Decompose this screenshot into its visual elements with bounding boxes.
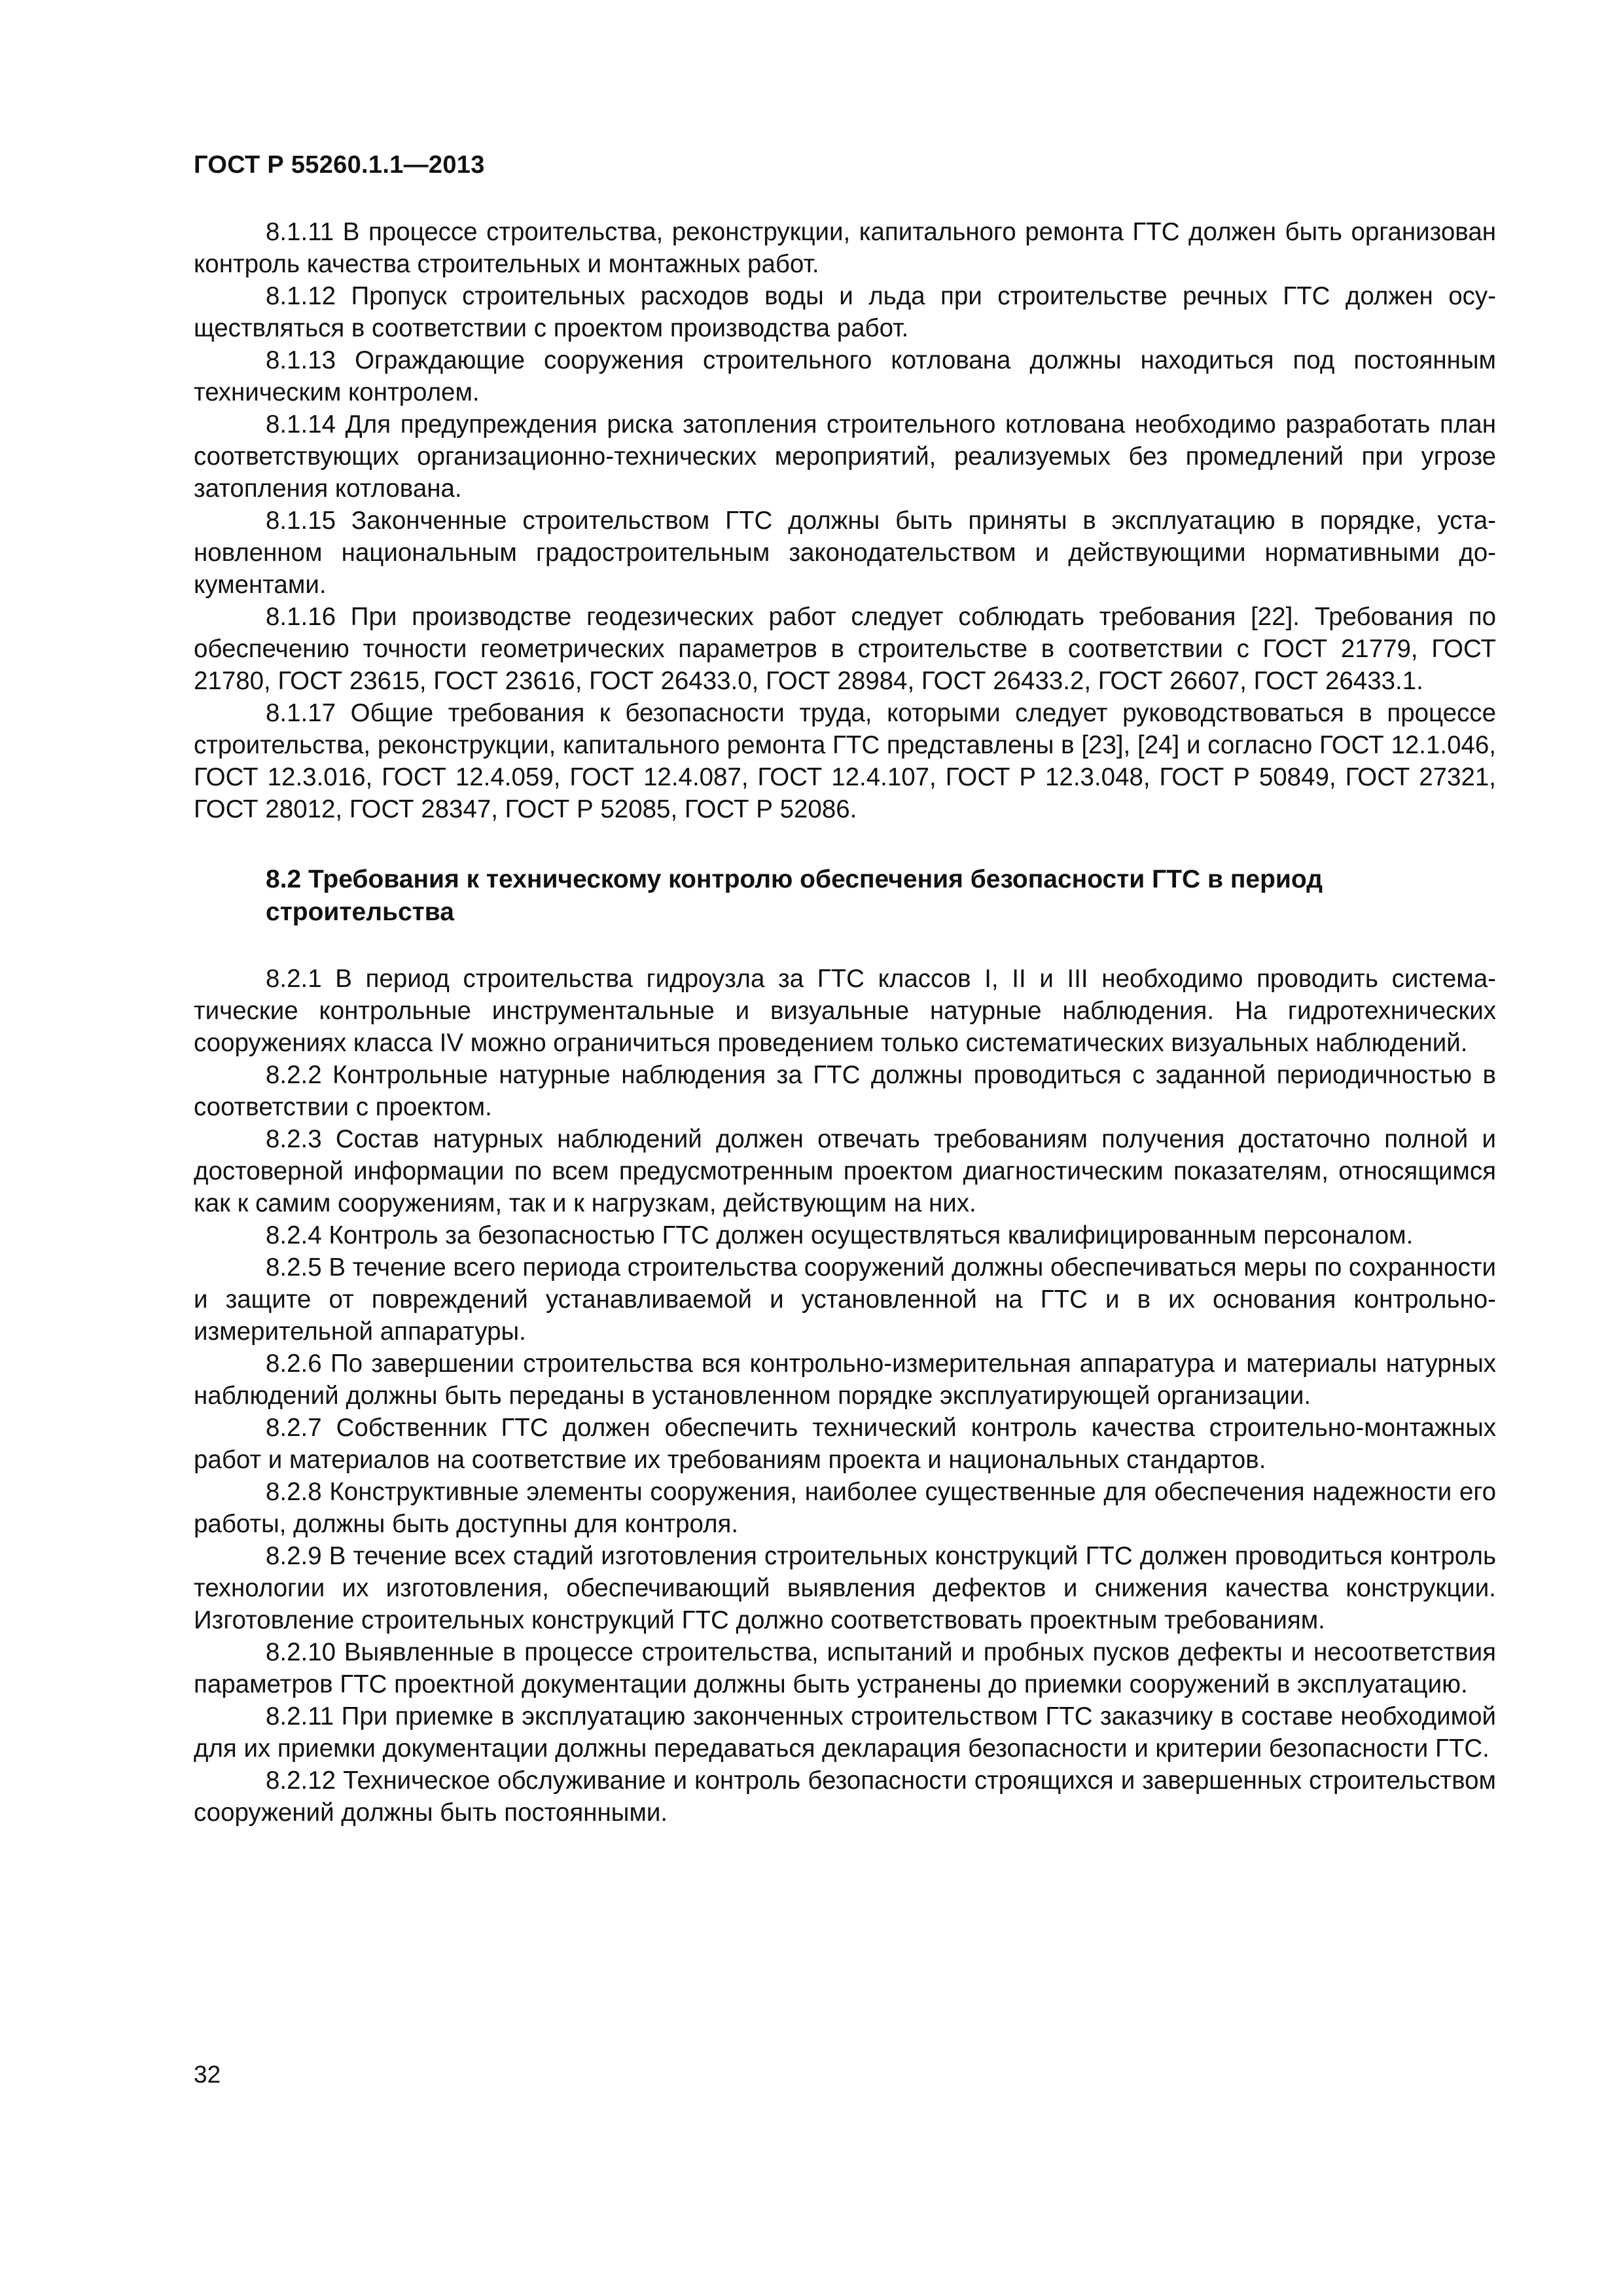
paragraph-8-2-5: 8.2.5 В течение всего периода строительства сооружений должны обеспечиваться меры по сохранности и защите от повреждений устанавливаемой и установленной на ГТС и в их основания контрольно-измерительной аппаратуры. [194, 1253, 1496, 1346]
paragraph-8-1-16: 8.1.16 При производстве геодезических работ следует соблюдать требования [22]. Требования по обеспечению точности геометрических параметров в строительстве в соответствии с ГОСТ 21779, ГОСТ 21780, ГОСТ 23615, ГОСТ 23616, ГОСТ 26433.0, ГОСТ 28984, ГОСТ 26433.2, ГОСТ 26607, ГОСТ 26433.1. [194, 603, 1496, 695]
paragraph-8-1-17: 8.1.17 Общие требования к безопасности труда, которыми следует руководствоваться в процессе строительства, реконструкции, капитального ремонта ГТС представлены в [23], [24] и согласно ГОСТ 12.1.046, ГОСТ 12.3.016, ГОСТ 12.4.059, ГОСТ 12.4.087, ГОСТ 12.4.107, ГОСТ Р 12.3.048, ГОСТ Р 50849, ГОСТ 27321, ГОСТ 28012, ГОСТ 28347, ГОСТ Р 52085, ГОСТ Р 52086. [194, 699, 1496, 823]
paragraph-8-2-11: 8.2.11 При приемке в эксплуатацию законченных строительством ГТС заказчику в составе необходимой для их приемки документации должны передаваться декларация безопасности и критерии безопасности ГТС. [194, 1702, 1496, 1763]
paragraph-8-1-15: 8.1.15 Законченные строительством ГТС должны быть приняты в эксплуатацию в порядке, установленном национальным градостроительным законодательством и действующими нормативными документами. [194, 507, 1496, 599]
paragraph-8-2-7: 8.2.7 Собственник ГТС должен обеспечить технический контроль качества строительно-монтажных работ и материалов на соответствие их требованиям проекта и национальных стандартов. [194, 1414, 1496, 1474]
paragraph-8-1-13: 8.1.13 Ограждающие сооружения строительного котлована должны находиться под постоянным техническим контролем. [194, 346, 1496, 406]
section-8-1 [194, 216, 1496, 825]
paragraph-8-2-12: 8.2.12 Техническое обслуживание и контроль безопасности строящихся и завершенных строительством сооружений должны быть постоянными. [194, 1767, 1496, 1827]
paragraph-8-2-3: 8.2.3 Состав натурных наблюдений должен отвечать требованиям получения достаточно полной и достоверной информации по всем предусмотренным проектом диагностическим показателям, относящимся как к самим сооружениям, так и к нагрузкам, действующим на них. [194, 1125, 1496, 1217]
paragraph-8-2-4: 8.2.4 Контроль за безопасностью ГТС должен осуществляться квалифицированным персоналом. [266, 1221, 1414, 1249]
paragraph-8-1-14: 8.1.14 Для предупреждения риска затопления строительного котлована необходимо разработать план соответствующих организационно-технических мероприятий, реализуемых без промедлений при угрозе затопления котлована. [194, 410, 1496, 503]
paragraph-8-1-12: 8.1.12 Пропуск строительных расходов воды и льда при строительстве речных ГТС должен осуществляться в соответствии с проектом производства работ. [194, 282, 1496, 342]
paragraph-8-2-10: 8.2.10 Выявленные в процессе строительства, испытаний и пробных пусков дефекты и несоответствия параметров ГТС проектной документации должны быть устранены до приемки сооружений в эксплуатацию. [194, 1638, 1496, 1698]
section-8-2-title: 8.2 Требования к техническому контролю обеспечения безопасности ГТС в период строительства [266, 865, 1323, 926]
section-8-2 [194, 963, 1496, 1829]
page-number: 32 [194, 2061, 221, 2088]
document-body [194, 216, 1496, 1829]
paragraph-8-1-11: 8.1.11 В процессе строительства, реконструкции, капитального ремонта ГТС должен быть организован контроль качества строительных и монтажных работ. [194, 218, 1496, 278]
document-header: ГОСТ Р 55260.1.1—2013 [194, 151, 485, 179]
paragraph-8-2-1: 8.2.1 В период строительства гидроузла за ГТС классов I, II и III необходимо проводить систематические контрольные инструментальные и визуальные натурные наблюдения. На гидротехнических сооружениях класса IV можно ограничиться проведением только систематических визуальных наблюдений. [194, 965, 1496, 1057]
paragraph-8-2-9: 8.2.9 В течение всех стадий изготовления строительных конструкций ГТС должен проводиться контроль технологии их изготовления, обеспечивающий выявления дефектов и снижения качества конструкции. Изготовление строительных конструкций ГТС должно соответствовать проектным требованиям. [194, 1542, 1496, 1634]
paragraph-8-2-6: 8.2.6 По завершении строительства вся контрольно-измерительная аппаратура и материалы натурных наблюдений должны быть переданы в установленном порядке эксплуатирующей организации. [194, 1350, 1496, 1410]
paragraph-8-2-8: 8.2.8 Конструктивные элементы сооружения, наиболее существенные для обеспечения надежности его работы, должны быть доступны для контроля. [194, 1478, 1496, 1538]
paragraph-8-2-2: 8.2.2 Контрольные натурные наблюдения за ГТС должны проводиться с заданной периодичностью в соответствии с проектом. [194, 1061, 1496, 1121]
